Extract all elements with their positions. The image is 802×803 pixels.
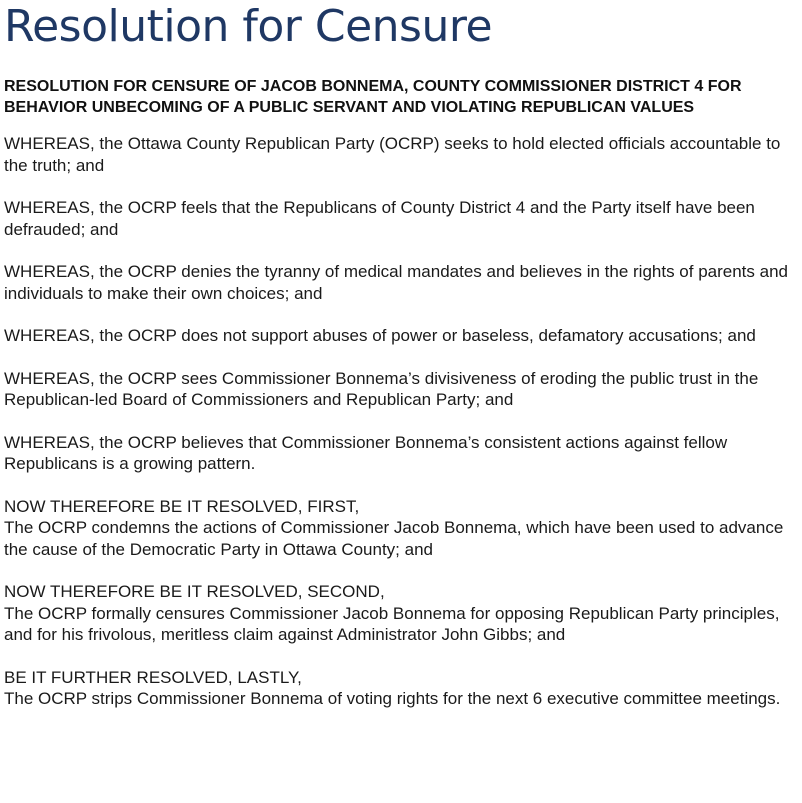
- resolved-lastly-label: BE IT FURTHER RESOLVED, LASTLY,: [4, 667, 302, 687]
- document-page: [0, 1, 802, 710]
- whereas-clause-1: WHEREAS, the Ottawa County Republican Party (OCRP) seeks to hold elected officials accountable to the truth; and: [4, 134, 781, 175]
- resolved-first-text: The OCRP condemns the actions of Commissioner Jacob Bonnema, which have been used to advance the cause of the Democratic Party in Ottawa County; and: [4, 518, 784, 559]
- whereas-clause-2: WHEREAS, the OCRP feels that the Republicans of County District 4 and the Party itself have been defrauded; and: [4, 198, 755, 239]
- whereas-clause-5: WHEREAS, the OCRP sees Commissioner Bonnema’s divisiveness of eroding the public trust in the Republican-led Board of Commissioners and Republican Party; and: [4, 368, 759, 409]
- resolution-heading: RESOLUTION FOR CENSURE OF JACOB BONNEMA, COUNTY COMMISSIONER DISTRICT 4 FOR BEHAVIOR UNBECOMING OF A PUBLIC SERVANT AND VIOLATING REPUBLICAN VALUES: [4, 78, 742, 116]
- resolved-lastly: [4, 667, 798, 710]
- resolved-lastly-text: The OCRP strips Commissioner Bonnema of voting rights for the next 6 executive committee meetings.: [4, 689, 781, 708]
- whereas-clause-3: WHEREAS, the OCRP denies the tyranny of medical mandates and believes in the rights of parents and individuals to make their own choices; and: [4, 262, 788, 303]
- resolved-second: [4, 581, 798, 646]
- resolved-first-label: NOW THEREFORE BE IT RESOLVED, FIRST,: [4, 496, 360, 516]
- resolved-second-text: The OCRP formally censures Commissioner Jacob Bonnema for opposing Republican Party principles, and for his frivolous, meritless claim against Administrator John Gibbs; and: [4, 603, 780, 644]
- resolved-first: [4, 496, 798, 561]
- whereas-clause-6: WHEREAS, the OCRP believes that Commissioner Bonnema’s consistent actions against fellow Republicans is a growing pattern.: [4, 432, 728, 473]
- resolved-second-label: NOW THEREFORE BE IT RESOLVED, SECOND,: [4, 582, 385, 601]
- whereas-clause-4: WHEREAS, the OCRP does not support abuses of power or baseless, defamatory accusations; and: [4, 326, 756, 345]
- page-title: Resolution for Censure: [4, 1, 493, 52]
